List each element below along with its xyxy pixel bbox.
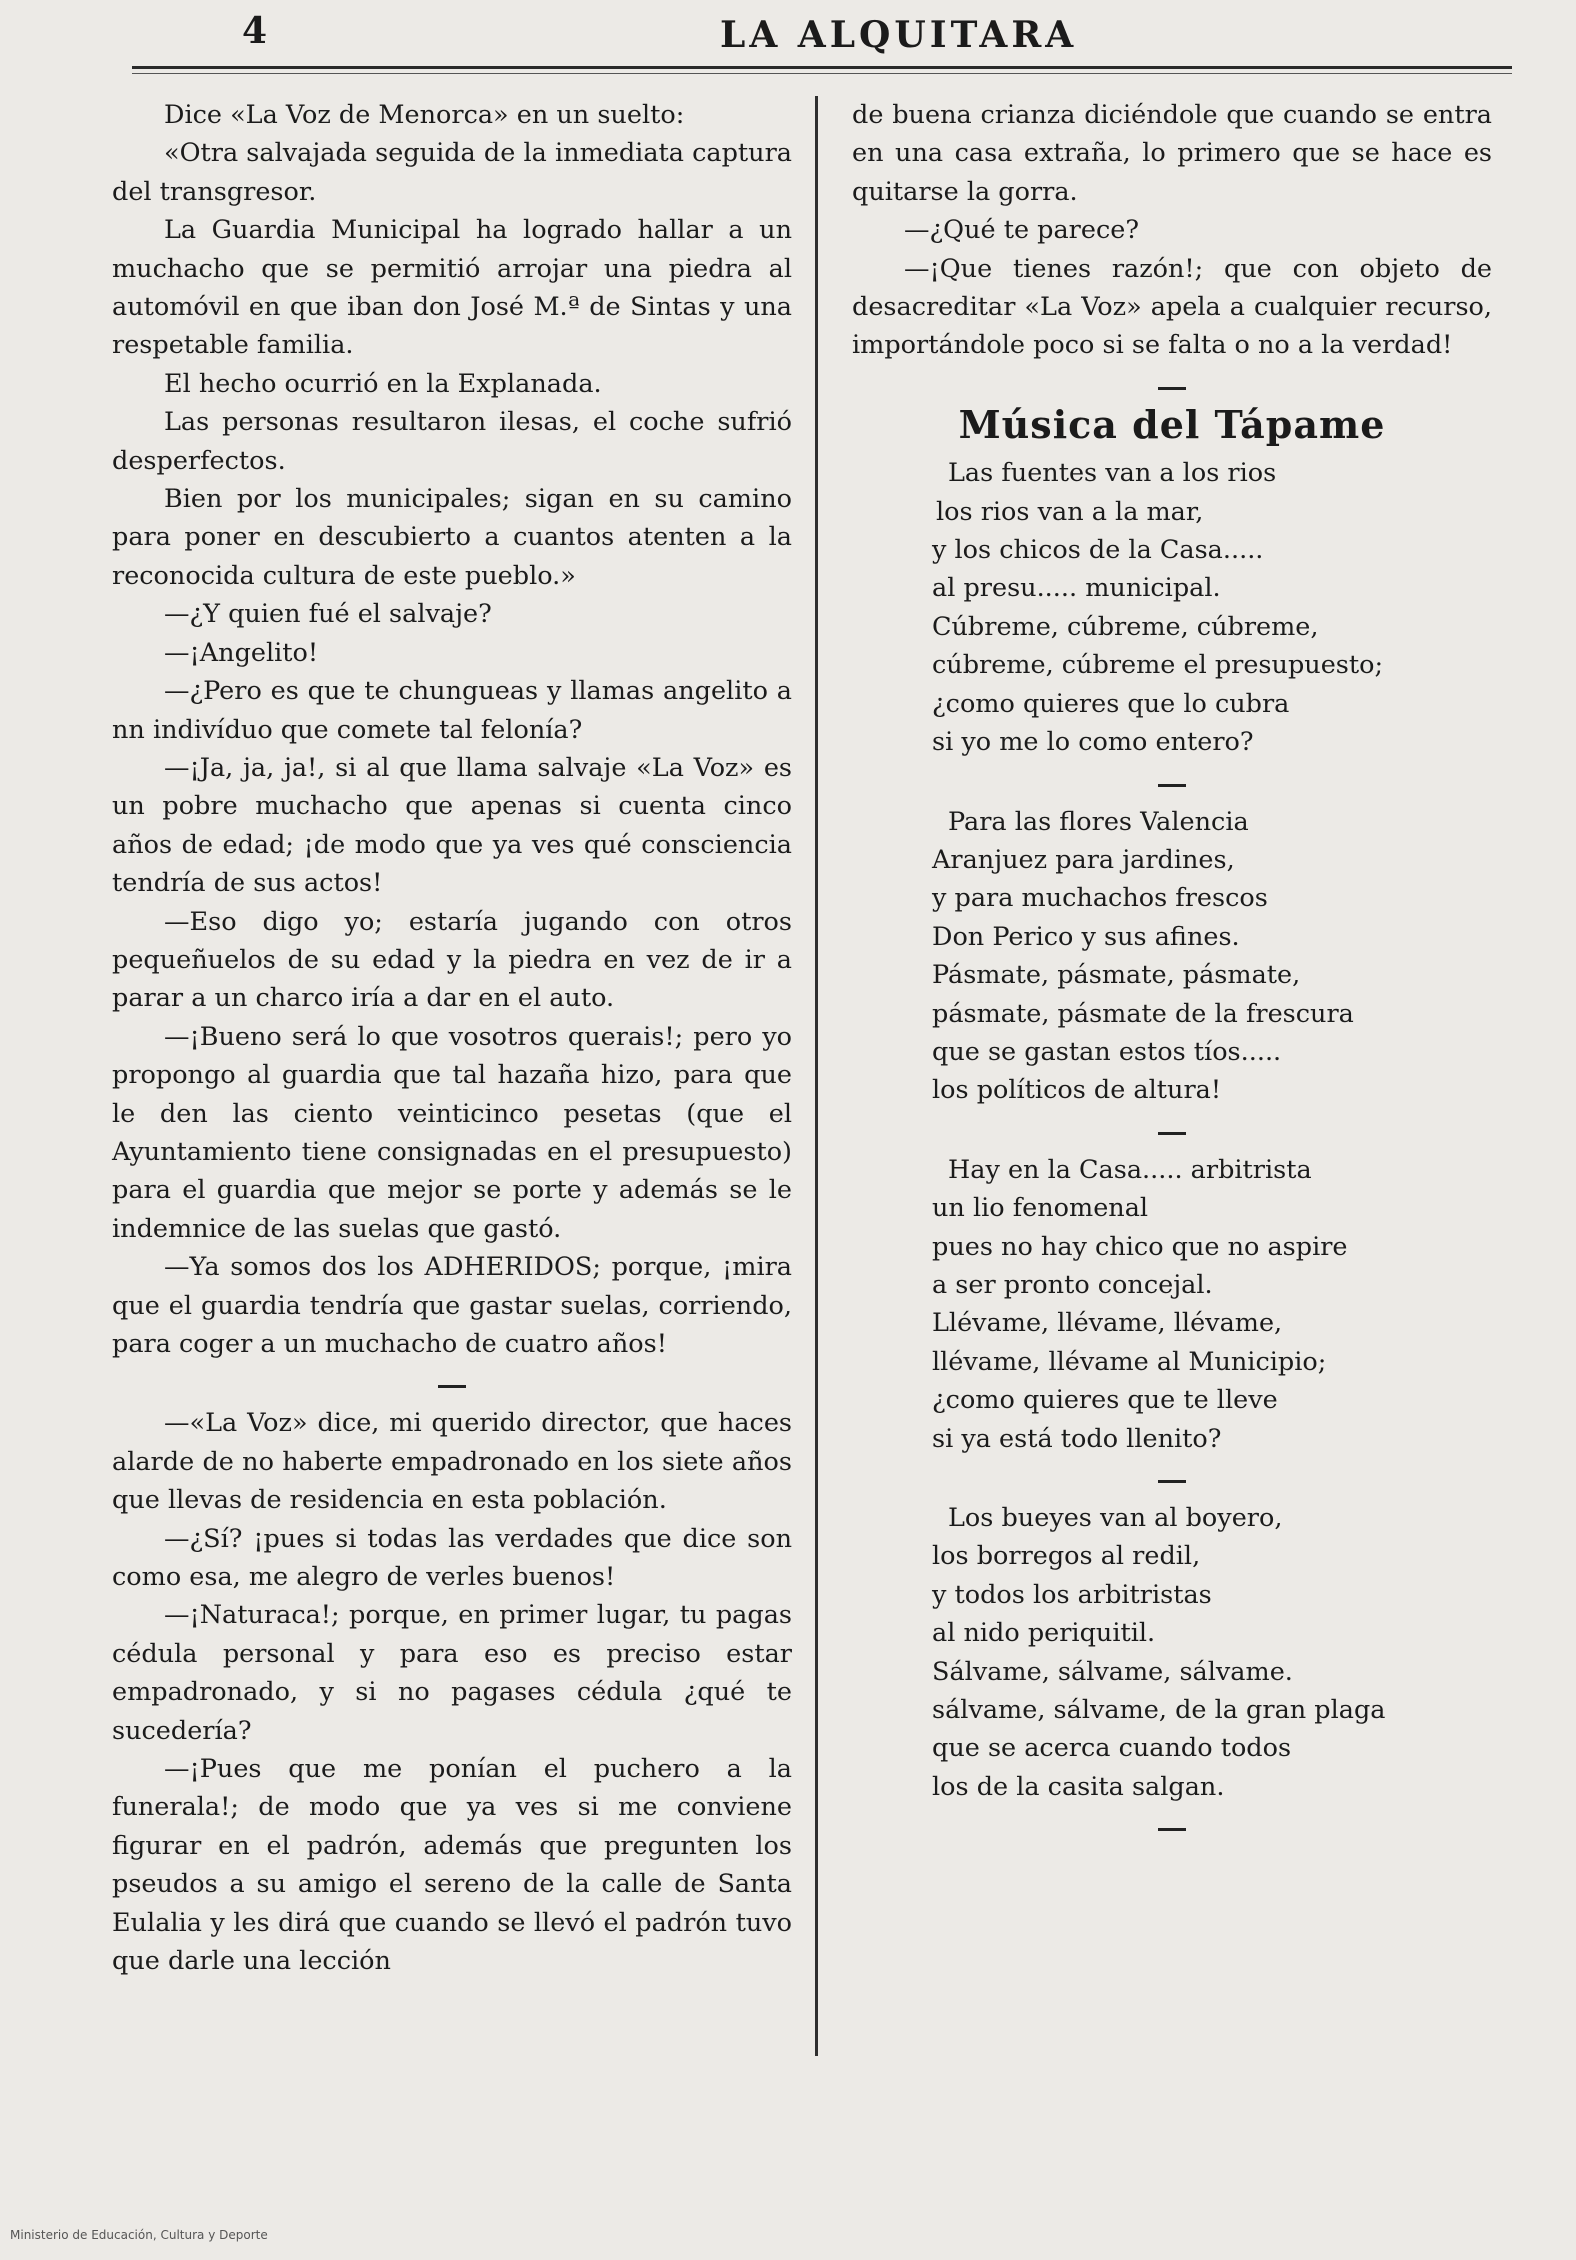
left-column — [112, 96, 792, 1981]
poem-line: y para muchachos frescos — [932, 883, 1268, 914]
poem-line: Pásmate, pásmate, pásmate, — [932, 960, 1301, 991]
paragraph: «Otra salvajada seguida de la inmediata captura del transgresor. — [112, 138, 792, 207]
poem-line: al nido periquitil. — [932, 1618, 1156, 1649]
paragraph: —¡Angelito! — [164, 637, 319, 668]
paragraph: —¿Sí? ¡pues si todas las verdades que dice son como esa, me alegro de verles buenos! — [112, 1523, 792, 1593]
poem-line: los rios van a la mar, — [936, 496, 1204, 527]
poem-line: Para las flores Valencia — [948, 806, 1249, 837]
running-title: LA ALQUITARA — [720, 14, 1078, 56]
right-column — [852, 96, 1492, 1847]
paragraph: —¿Qué te parece? — [904, 215, 1139, 246]
section-rule — [1158, 387, 1186, 390]
paragraph: —¿Pero es que te chungueas y llamas angelito a nn indivíduo que comete tal felonía? — [112, 676, 792, 745]
paragraph: Dice «La Voz de Menorca» en un suelto: — [164, 100, 685, 130]
poem-line: que se acerca cuando todos — [932, 1733, 1292, 1764]
poem-line: pues no hay chico que no aspire — [932, 1231, 1348, 1262]
poem-line: a ser pronto concejal. — [932, 1269, 1213, 1300]
paragraph: Las personas resultaron ilesas, el coche sufrió desperfectos. — [112, 407, 792, 476]
paragraph: de buena crianza diciéndole que cuando se entra en una casa extraña, lo primero que se hace es quitarse la gorra. — [852, 100, 1492, 207]
poem-line: si yo me lo como entero? — [932, 727, 1254, 758]
poem-line: y todos los arbitristas — [932, 1579, 1212, 1610]
header-rule — [132, 66, 1512, 69]
paragraph: —¡Bueno será lo que vosotros querais!; pero yo propongo al guardia que tal hazaña hizo, para que le den las ciento veinticinco pesetas (que el Ayuntamiento tiene consignadas en el presupuesto) para el guardia que mejor se porte y además se le indemnice de las suelas que gastó. — [112, 1021, 792, 1244]
stanza-rule — [1158, 1132, 1186, 1135]
header-rule-thin — [132, 73, 1512, 74]
poem-line: Sálvame, sálvame, sálvame. — [932, 1656, 1293, 1687]
paragraph: —¿Y quien fué el salvaje? — [164, 599, 492, 630]
stanza-rule — [1158, 784, 1186, 787]
poem-line: Don Perico y sus afines. — [932, 921, 1240, 952]
paragraph: El hecho ocurrió en la Explanada. — [164, 368, 602, 399]
poem-line: ¿como quieres que te lleve — [932, 1385, 1278, 1416]
paragraph: —Eso digo yo; estaría jugando con otros pequeñuelos de su edad y la piedra en vez de ir a parar a un charco iría a dar en el auto. — [112, 906, 792, 1014]
paragraph: —«La Voz» dice, mi querido director, que haces alarde de no haberte empadronado en los siete años que llevas de residencia en esta población. — [112, 1408, 792, 1516]
paragraph: Bien por los municipales; sigan en su camino para poner en descubierto a cuantos atenten a la reconocida cultura de este pueblo.» — [112, 484, 792, 591]
paragraph: —¡Pues que me ponían el puchero a la funerala!; de modo que ya ves si me conviene figurar en el padrón, además que pregunten los pseudos a su amigo el sereno de la calle de Santa Eulalia y les dirá que cuando se llevó el padrón tuvo que darle una lección — [112, 1754, 792, 1977]
paragraph: La Guardia Municipal ha logrado hallar a un muchacho que se permitió arrojar una piedra al automóvil en que iban don José M.ª de Sintas y una respetable familia. — [112, 215, 792, 361]
poem-line: Las fuentes van a los rios — [948, 458, 1277, 489]
page-header — [0, 0, 1576, 80]
paragraph: —¡Ja, ja, ja!, si al que llama salvaje «La Voz» es un pobre muchacho que apenas si cuenta cinco años de edad; ¡de modo que ya ves qué consciencia tendría de sus actos! — [112, 752, 792, 899]
poem-stanza — [932, 803, 1492, 1110]
poem-line: al presu..... municipal. — [932, 573, 1221, 604]
poem-line: cúbreme, cúbreme el presupuesto; — [932, 650, 1384, 681]
poem-line: pásmate, pásmate de la frescura — [932, 998, 1354, 1029]
stanza-rule — [1158, 1480, 1186, 1483]
poem-line: llévame, llévame al Municipio; — [932, 1346, 1327, 1377]
paragraph: —Ya somos dos los ADHERIDOS; porque, ¡mira que el guardia tendría que gastar suelas, corriendo, para coger a un muchacho de cuatro años! — [112, 1252, 792, 1359]
poem-line: los borregos al redil, — [932, 1541, 1201, 1572]
poem-stanza — [932, 1151, 1492, 1458]
poem-title: Música del Tápame — [958, 401, 1386, 447]
poem-line: Cúbreme, cúbreme, cúbreme, — [932, 611, 1319, 642]
poem-line: los políticos de altura! — [932, 1075, 1222, 1106]
poem-line: ¿como quieres que lo cubra — [932, 688, 1290, 719]
stanza-rule — [1158, 1828, 1186, 1831]
poem-line: un lio fenomenal — [932, 1193, 1149, 1224]
column-divider — [815, 96, 818, 2056]
paragraph: —¡Que tienes razón!; que con objeto de desacreditar «La Voz» apela a cualquier recurso, importándole poco si se falta o no a la verdad! — [852, 253, 1492, 361]
poem-line: Llévame, llévame, llévame, — [932, 1308, 1283, 1339]
archive-credit: Ministerio de Educación, Cultura y Deporte — [10, 2228, 268, 2242]
poem-stanza — [932, 454, 1492, 761]
poem-line: Hay en la Casa..... arbitrista — [948, 1154, 1312, 1185]
poem-line: Aranjuez para jardines, — [932, 844, 1235, 875]
poem-line: si ya está todo llenito? — [932, 1423, 1222, 1454]
paragraph: —¡Naturaca!; porque, en primer lugar, tu pagas cédula personal y para eso es preciso estar empadronado, y si no pagases cédula ¿qué te sucedería? — [112, 1600, 792, 1746]
page-number: 4 — [242, 10, 268, 52]
poem-stanza — [932, 1499, 1492, 1806]
poem-line: Los bueyes van al boyero, — [948, 1503, 1283, 1533]
poem-line: que se gastan estos tíos..... — [932, 1036, 1282, 1067]
poem-line: y los chicos de la Casa..... — [932, 535, 1264, 566]
section-rule — [438, 1385, 466, 1388]
poem-line: sálvame, sálvame, de la gran plaga — [932, 1695, 1386, 1726]
poem-line: los de la casita salgan. — [932, 1771, 1225, 1802]
